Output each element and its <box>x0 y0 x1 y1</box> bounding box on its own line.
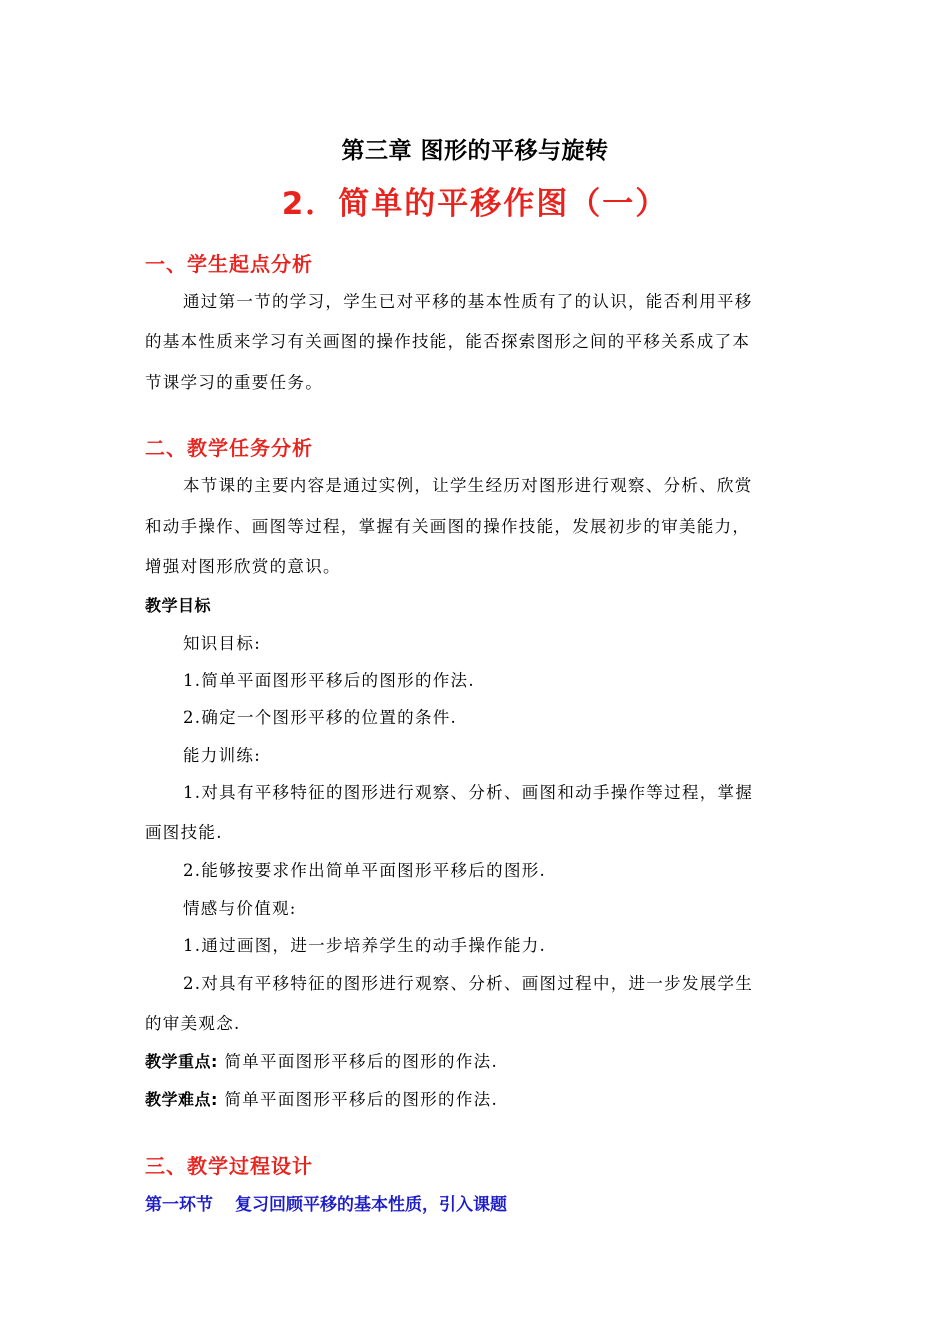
knowledge-goals-label: 知识目标: <box>183 634 262 653</box>
difficulty-row <box>145 1089 498 1111</box>
step-label: 第一环节 <box>145 1195 213 1215</box>
paragraph-line: 的基本性质来学习有关画图的操作技能，能否探索图形之间的平移关系成了本 <box>145 332 751 351</box>
knowledge-item: 2.确定一个图形平移的位置的条件. <box>183 708 458 727</box>
ability-item: 1.对具有平移特征的图形进行观察、分析、画图和动手操作等过程，掌握 <box>183 783 754 802</box>
paragraph-line: 通过第一节的学习，学生已对平移的基本性质有了的认识，能否利用平移 <box>183 292 753 311</box>
key-point-row <box>145 1051 498 1073</box>
emotion-item: 2.对具有平移特征的图形进行观察、分析、画图过程中，进一步发展学生 <box>183 974 754 993</box>
paragraph-line: 本节课的主要内容是通过实例，让学生经历对图形进行观察、分析、欣赏 <box>183 476 753 495</box>
teaching-goals-label: 教学目标 <box>145 596 212 615</box>
lesson-title: 2．简单的平移作图（一） <box>281 186 669 222</box>
emotion-item-continuation: 的审美观念. <box>145 1014 241 1033</box>
emotion-values-label: 情感与价值观: <box>183 899 297 918</box>
step-heading <box>145 1190 507 1215</box>
difficulty-text: 简单平面图形平移后的图形的作法. <box>224 1090 498 1109</box>
section-heading-process-design: 三、教学过程设计 <box>145 1154 313 1178</box>
knowledge-item: 1.简单平面图形平移后的图形的作法. <box>183 671 475 690</box>
difficulty-label: 教学难点: <box>145 1090 218 1109</box>
section-heading-student-analysis: 一、学生起点分析 <box>145 252 313 276</box>
chapter-title: 第三章 图形的平移与旋转 <box>341 138 609 164</box>
step-title: 复习回顾平移的基本性质，引入课题 <box>235 1195 507 1215</box>
emotion-item: 1.通过画图，进一步培养学生的动手操作能力. <box>183 936 547 955</box>
key-point-label: 教学重点: <box>145 1052 218 1071</box>
paragraph-line: 增强对图形欣赏的意识。 <box>145 557 341 576</box>
ability-item-continuation: 画图技能. <box>145 823 223 842</box>
paragraph-line: 和动手操作、画图等过程，掌握有关画图的操作技能，发展初步的审美能力， <box>145 517 751 536</box>
ability-training-label: 能力训练: <box>183 746 262 765</box>
key-point-text: 简单平面图形平移后的图形的作法. <box>224 1052 498 1071</box>
paragraph-line: 节课学习的重要任务。 <box>145 373 323 392</box>
section-heading-task-analysis: 二、教学任务分析 <box>145 436 313 460</box>
ability-item: 2.能够按要求作出简单平面图形平移后的图形. <box>183 861 547 880</box>
